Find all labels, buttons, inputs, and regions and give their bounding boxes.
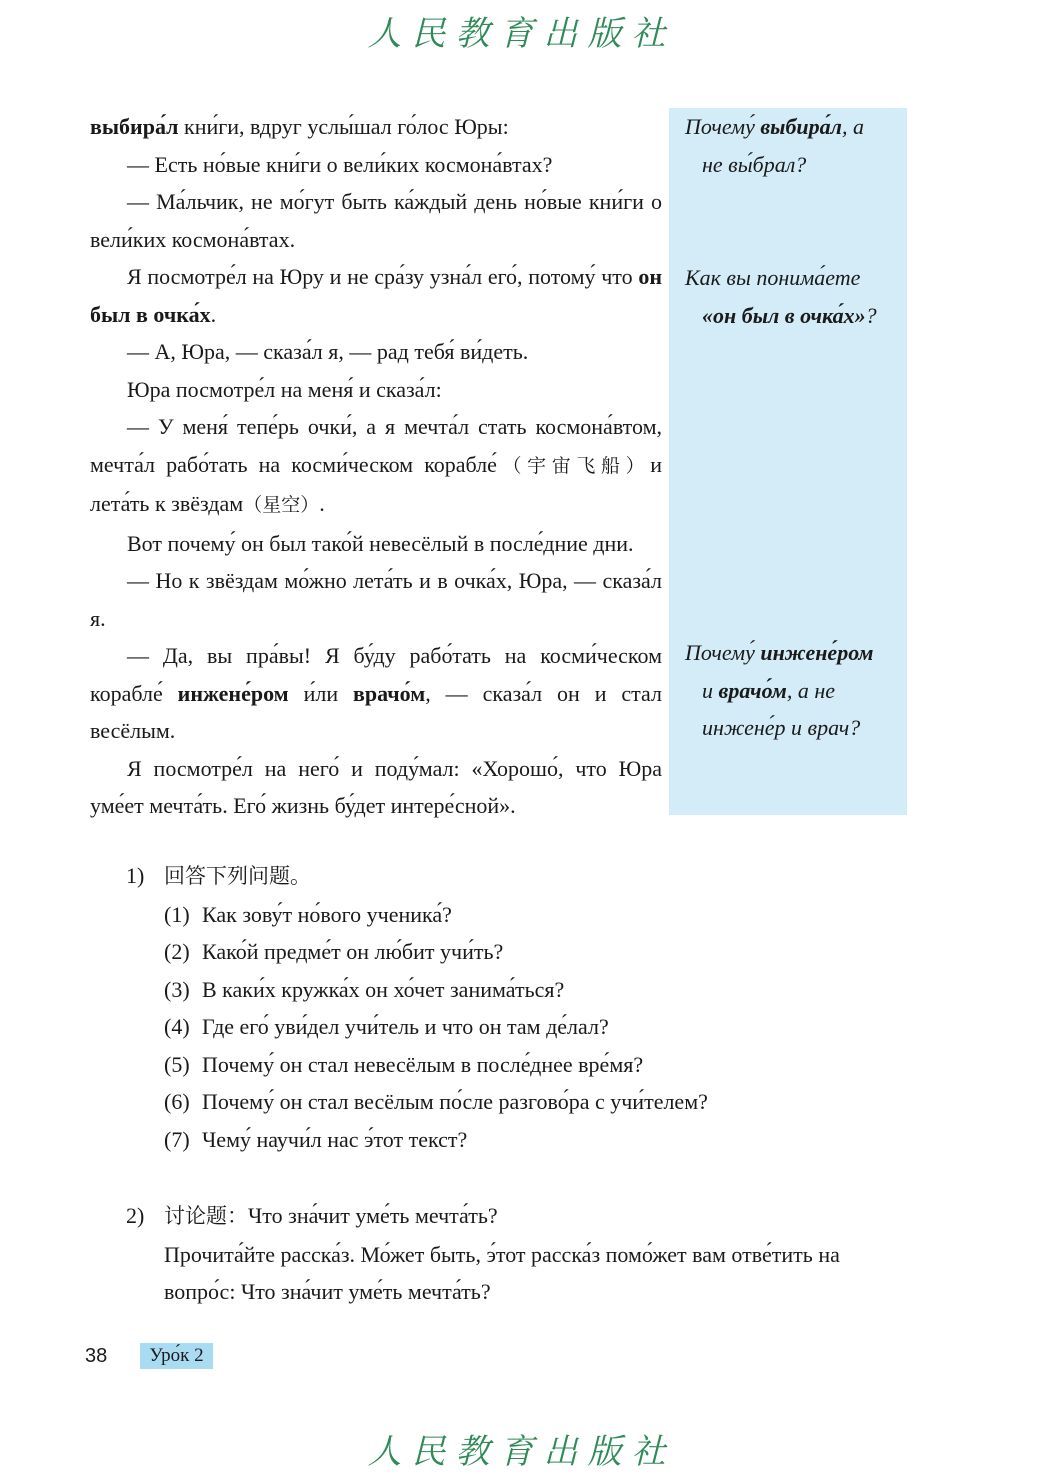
exercise-1 (126, 857, 708, 1158)
paragraph: Вот почему́ он был тако́й невесёлый в после́дние дни. (127, 530, 634, 556)
question-item: (6) Почему́ он стал весёлым по́сле разгово́ра с учи́телем? (164, 1089, 708, 1114)
paragraph: Юра посмотре́л на меня́ и сказа́л: (127, 376, 442, 402)
story-text (90, 108, 662, 825)
paragraph: Я посмотре́л на него́ и поду́мал: «Хорошо́, что Юра уме́ет мечта́ть. Его́ жизнь бу́дет интере́сной». (90, 755, 662, 818)
margin-note-1: Почему́ выбира́л, а не вы́брал? (685, 114, 864, 177)
question-item: (4) Где его́ уви́дел учи́тель и что он там де́лал? (164, 1014, 609, 1039)
lesson-badge: Уро́к 2 (140, 1343, 213, 1369)
paragraph: выбира́л кни́ги, вдруг услы́шал го́лос Юры: (90, 114, 509, 139)
question-item: (7) Чему́ научи́л нас э́тот текст? (164, 1126, 468, 1152)
paragraph: Я посмотре́л на Юру и не сра́зу узна́л его́, потому́ что он был в очка́х. (90, 264, 662, 327)
paragraph: — Есть но́вые кни́ги о вели́ких космона́втах? (127, 151, 553, 177)
exercise-2 (126, 1197, 886, 1311)
publisher-logo-bottom: 人民教育出版社 (367, 1432, 676, 1472)
publisher-logo-top: 人民教育出版社 (367, 14, 676, 54)
exercise-1-heading: 1) 回答下列问题。 (126, 863, 311, 888)
exercise-2-heading: 2) 讨论题：Что зна́чит уме́ть мечта́ть? (126, 1203, 498, 1228)
margin-note-2: Как вы понима́ете «он был в очка́х»? (685, 265, 877, 328)
question-item: (5) Почему́ он стал невесёлым в после́днее вре́мя? (164, 1051, 644, 1077)
page-number: 38 (85, 1345, 108, 1367)
question-item: (2) Како́й предме́т он лю́бит учи́ть? (164, 939, 504, 964)
margin-note-3: Почему́ инжене́ром и врачо́м, а не инжене́р и врач? (685, 640, 874, 740)
paragraph: — Но к звёздам мо́жно лета́ть и в очка́х, Юра, — сказа́л я. (90, 568, 662, 631)
question-item: (1) Как зову́т но́вого ученика́? (164, 901, 452, 927)
paragraph: — А, Юра, — сказа́л я, — рад тебя́ ви́деть. (127, 339, 529, 364)
exercise-2-body: Прочита́йте расска́з. Мо́жет быть, э́тот расска́з помо́жет вам отве́тить на вопро́с: Что зна́чит уме́ть мечта́ть? (164, 1241, 840, 1304)
paragraph: — Ма́льчик, не мо́гут быть ка́ждый день но́вые кни́ги о вели́ких космона́втах. (90, 189, 662, 252)
paragraph: — Да, вы пра́вы! Я бу́ду рабо́тать на косми́ческом корабле́ инжене́ром и́ли врачо́м, — сказа́л он и стал весёлым. (90, 643, 662, 743)
paragraph: — У меня́ тепе́рь очки́, а я мечта́л стать космона́втом, мечта́л рабо́тать на косми́ческом корабле́（宇宙飞船）и лета́ть к звёздам（星空）. (90, 414, 662, 516)
question-item: (3) В каки́х кружка́х он хо́чет занима́ться? (164, 976, 565, 1002)
